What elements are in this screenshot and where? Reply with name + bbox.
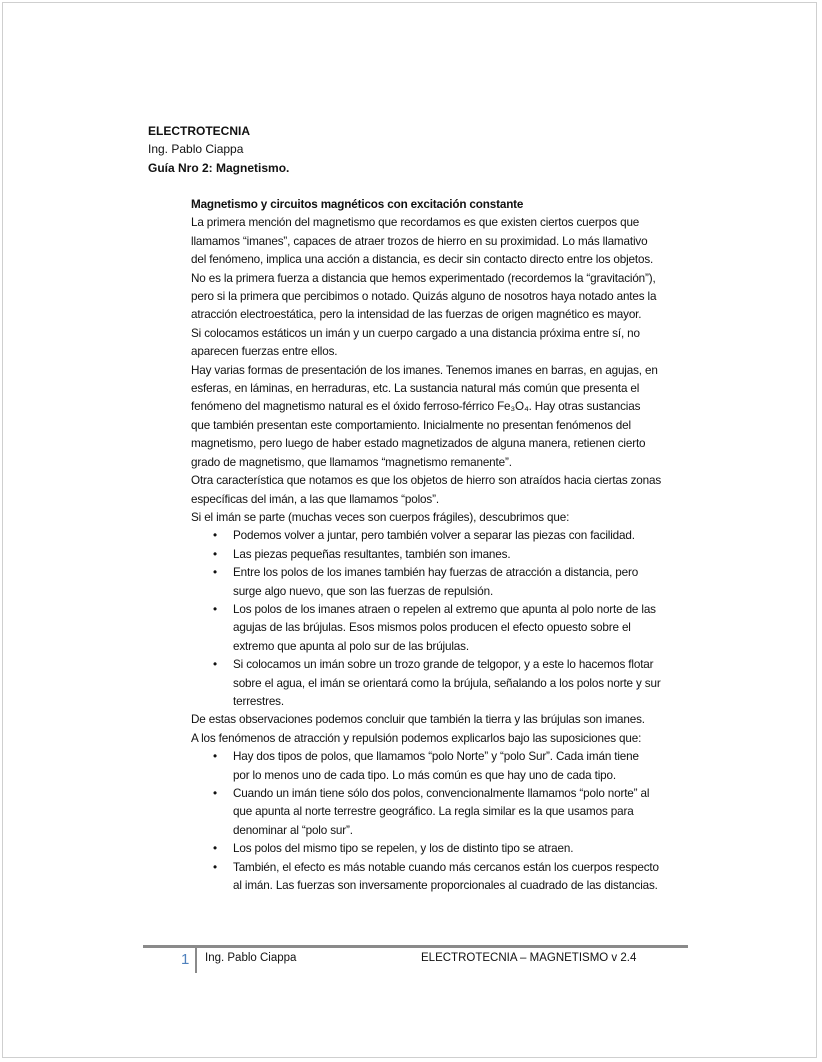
list-item-line: Hay dos tipos de polos, que llamamos “polo Norte” y “polo Sur”. Cada imán tiene [233, 750, 639, 764]
bullet-icon: • [213, 529, 217, 543]
paragraph-line: específicas del imán, a las que llamamos “polos”. [191, 492, 439, 506]
list-item [191, 527, 661, 545]
list-item-line: También, el efecto es más notable cuando más cercanos están los cuerpos respecto [233, 860, 659, 874]
list-item-line: agujas de las brújulas. Esos mismos polos producen el efecto opuesto sobre el [233, 621, 631, 635]
paragraph-line: No es la primera fuerza a distancia que hemos experimentado (recordemos la “gravitación”), [191, 271, 656, 285]
paragraph-line: atracción electroestática, pero la intensidad de las fuerzas de origen magnético es mayor. [191, 308, 642, 322]
list-item-line: extremo que apunta al polo sur de las brújulas. [233, 639, 469, 653]
course-title: ELECTROTECNIA [148, 124, 250, 138]
list-item-line: sobre el agua, el imán se orientará como la brújula, señalando a los polos norte y sur [233, 676, 661, 690]
list-item-line: Podemos volver a juntar, pero también volver a separar las piezas con facilidad. [233, 529, 635, 543]
bullet-icon: • [213, 566, 217, 580]
list-item [191, 748, 661, 785]
list-item-line: denominar al “polo sur”. [233, 823, 353, 837]
list-item-line: Cuando un imán tiene sólo dos polos, convencionalmente llamamos “polo norte” al [233, 787, 650, 800]
paragraph-line: A los fenómenos de atracción y repulsión podemos explicarlos bajo las suposiciones que: [191, 731, 642, 745]
footer-rule [143, 945, 688, 948]
paragraph-line: Si colocamos estáticos un imán y un cuerpo cargado a una distancia próxima entre sí, no [191, 326, 640, 340]
list-item-line: Los polos del mismo tipo se repelen, y los de distinto tipo se atraen. [233, 842, 574, 856]
bullet-icon: • [213, 750, 217, 764]
paragraph-line: De estas observaciones podemos concluir que también la tierra y las brújulas son imanes. [191, 713, 645, 727]
paragraph-line: pero si la primera que percibimos o notado. Quizás alguno de nosotros haya notado antes la [191, 290, 657, 304]
paragraph-line: llamamos “imanes”, capaces de atraer trozos de hierro en su proximidad. Lo más llamativo [191, 234, 648, 248]
list-item-line: surge algo nuevo, que son las fuerzas de repulsión. [233, 584, 494, 598]
list-item [191, 601, 661, 656]
paragraph-line: magnetismo, pero luego de haber estado magnetizados de alguna manera, retienen cierto [191, 437, 646, 451]
list-item-line: Los polos de los imanes atraen o repelen al extremo que apunta al polo norte de las [233, 602, 656, 616]
list-item-line: al imán. Las fuerzas son inversamente proporcionales al cuadrado de las distancias. [233, 879, 658, 893]
author: Ing. Pablo Ciappa [148, 142, 244, 157]
paragraph-line: del fenómeno, implica una acción a distancia, es decir sin contacto directo entre los objetos. [191, 253, 654, 267]
list-item [191, 564, 661, 601]
bullet-icon: • [213, 860, 217, 874]
page-number: 1 [181, 951, 190, 968]
paragraph-line: Si el imán se parte (muchas veces son cuerpos frágiles), descubrimos que: [191, 510, 570, 524]
list-item-line: Si colocamos un imán sobre un trozo grande de telgopor, y a este lo hacemos flotar [233, 658, 654, 672]
list-item-line: por lo menos uno de cada tipo. Lo más común es que hay uno de cada tipo. [233, 768, 616, 782]
list-item-line: Entre los polos de los imanes también hay fuerzas de atracción a distancia, pero [233, 566, 639, 580]
bullet-icon: • [213, 547, 217, 561]
paragraph-line: aparecen fuerzas entre ellos. [191, 345, 338, 359]
paragraph-line: Otra característica que notamos es que los objetos de hierro son atraídos hacia ciertas zonas [191, 474, 662, 488]
guide-title: Guía Nro 2: Magnetismo. [148, 160, 290, 175]
paragraph-line: Hay varias formas de presentación de los imanes. Tenemos imanes en barras, en agujas, en [191, 363, 658, 377]
footer-author: Ing. Pablo Ciappa [205, 952, 297, 964]
paragraph-line: esferas, en láminas, en herraduras, etc. La sustancia natural más común que presenta el [191, 382, 640, 396]
paragraph-line: grado de magnetismo, que llamamos “magnetismo remanente”. [191, 455, 512, 469]
list-item-line: que apunta al norte terrestre geográfico. La regla similar es la que usamos para [233, 805, 634, 819]
document-header [148, 122, 289, 177]
list-item [191, 656, 661, 711]
paragraph-line: que también presentan este comportamiento. Inicialmente no presentan fenómenos del [191, 418, 631, 432]
paragraph-line: La primera mención del magnetismo que recordamos es que existen ciertos cuerpos que [191, 216, 640, 230]
list-item [191, 840, 661, 858]
list-item [191, 859, 661, 896]
bullet-icon: • [213, 787, 217, 800]
document-body [191, 196, 661, 895]
section-title: Magnetismo y circuitos magnéticos con excitación constante [191, 198, 524, 211]
list-item [191, 546, 661, 564]
list-item-line: Las piezas pequeñas resultantes, también son imanes. [233, 547, 511, 561]
bullet-icon: • [213, 602, 217, 616]
bullet-icon: • [213, 658, 217, 672]
footer-title: ELECTROTECNIA – MAGNETISMO v 2.4 [421, 952, 637, 964]
list-item [191, 785, 661, 840]
list-item-line: terrestres. [233, 694, 284, 708]
paragraph-line: fenómeno del magnetismo natural es el óxido ferroso-férrico Fe₃O₄. Hay otras sustancias [191, 400, 641, 414]
footer-separator [195, 947, 197, 973]
bullet-icon: • [213, 842, 217, 856]
